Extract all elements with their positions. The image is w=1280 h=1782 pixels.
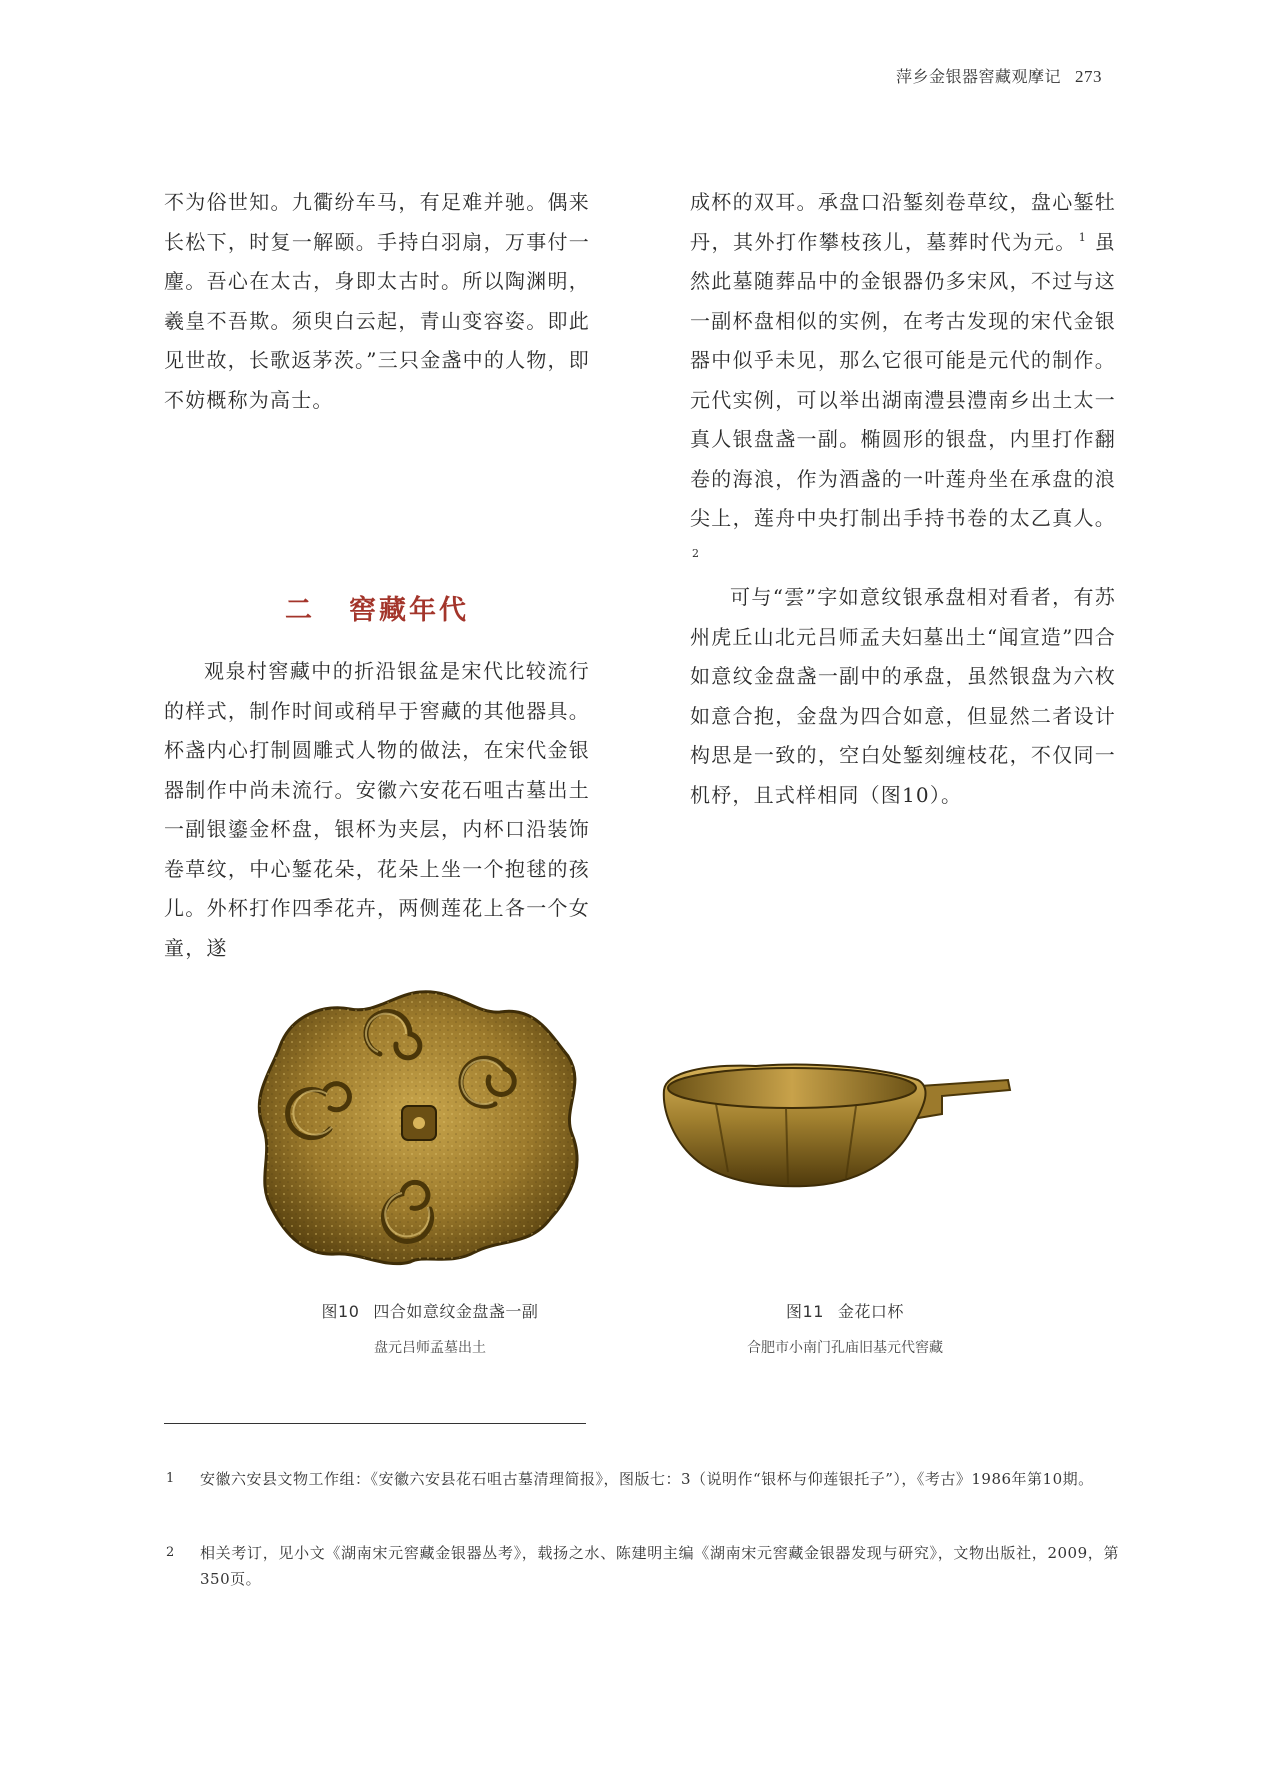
section-title: 窖藏年代: [349, 595, 469, 626]
left-paragraph-1: 不为俗世知。九衢纷车马，有足难并驰。偶来长松下，时复一解颐。手持白羽扇，万事付一麈。吾心在太古，身即太古时。所以陶渊明，羲皇不吾欺。须臾白云起，青山变容姿。即此见世故，长歌返茅茨。”三只金盏中的人物，即不妨概称为高士。: [164, 190, 590, 412]
figure-10-number: 图10: [321, 1302, 360, 1321]
right-paragraph-1a: 成杯的双耳。承盘口沿錾刻卷草纹，盘心錾牡丹，其外打作攀枝孩儿，墓葬时代为元。: [690, 190, 1116, 254]
figure-11-title: [680, 1301, 1010, 1323]
footnote-2-number: 2: [166, 1545, 175, 1560]
footnote-ref-1[interactable]: 1: [1078, 230, 1087, 244]
right-paragraph-1: [690, 183, 1116, 578]
footnote-1-text: 安徽六安县文物工作组：《安徽六安县花石咀古墓清理简报》，图版七：3（说明作“银杯与仰莲银托子”），《考古》1986年第10期。: [200, 1470, 1094, 1488]
gold-cup-image: [656, 1062, 1016, 1190]
figure-11-subtitle: 合肥市小南门孔庙旧基元代窖藏: [747, 1340, 943, 1356]
figure-11-image: [656, 1062, 1016, 1190]
page-number: 273: [1075, 67, 1102, 86]
figure-10-subtitle: 盘元吕师孟墓出土: [374, 1340, 486, 1356]
right-paragraph-1b: 虽然此墓随葬品中的金银器仍多宋风，不过与这一副杯盘相似的实例，在考古发现的宋代金银器中似乎未见，那么它很可能是元代的制作。元代实例，可以举出湖南澧县澧南乡出土太一真人银盘盏一副。椭圆形的银盘，内里打作翻卷的海浪，作为酒盏的一叶莲舟坐在承盘的浪尖上，莲舟中央打制出手持书卷的太乙真人。: [690, 229, 1116, 530]
left-column: [164, 183, 590, 968]
footnote-2-text: 相关考订，见小文《湖南宋元窖藏金银器丛考》，载扬之水、陈建明主编《湖南宋元窖藏金银器发现与研究》，文物出版社，2009，第350页。: [200, 1544, 1119, 1588]
figure-11-number: 图11: [786, 1302, 824, 1321]
running-title: 萍乡金银器窖藏观摩记: [895, 67, 1061, 86]
gold-quatrefoil-dish-image: [250, 984, 590, 1269]
footnote-1: [164, 1466, 1119, 1492]
footnote-2: [164, 1540, 1119, 1592]
figure-10-caption: [270, 1301, 590, 1359]
right-column: [690, 183, 1116, 815]
running-head: [896, 64, 1102, 87]
figure-10-image: [250, 984, 590, 1269]
figure-10-title: [270, 1301, 590, 1323]
section-heading: [164, 576, 590, 646]
footnote-1-number: 1: [166, 1471, 175, 1486]
section-number: 二: [285, 595, 315, 626]
figure-10-title-text: 四合如意纹金盘盏一副: [373, 1302, 539, 1321]
footnote-divider: [164, 1423, 586, 1424]
figure-11-title-text: 金花口杯: [837, 1302, 904, 1321]
figure-11-caption: [680, 1301, 1010, 1359]
left-paragraph-2: 观泉村窖藏中的折沿银盆是宋代比较流行的样式，制作时间或稍早于窖藏的其他器具。杯盏内心打制圆雕式人物的做法，在宋代金银器制作中尚未流行。安徽六安花石咀古墓出土一副银鎏金杯盘，银杯为夹层，内杯口沿装饰卷草纹，中心錾花朵，花朵上坐一个抱毬的孩儿。外杯打作四季花卉，两侧莲花上各一个女童，遂: [164, 659, 590, 960]
footnote-ref-2[interactable]: 2: [692, 546, 701, 560]
right-paragraph-2: 可与“雲”字如意纹银承盘相对看者，有苏州虎丘山北元吕师孟夫妇墓出土“闻宣造”四合如意纹金盘盏一副中的承盘，虽然银盘为六枚如意合抱，金盘为四合如意，但显然二者设计构思是一致的，空白处錾刻缠枝花，不仅同一机杼，且式样相同（图10）。: [690, 585, 1116, 807]
